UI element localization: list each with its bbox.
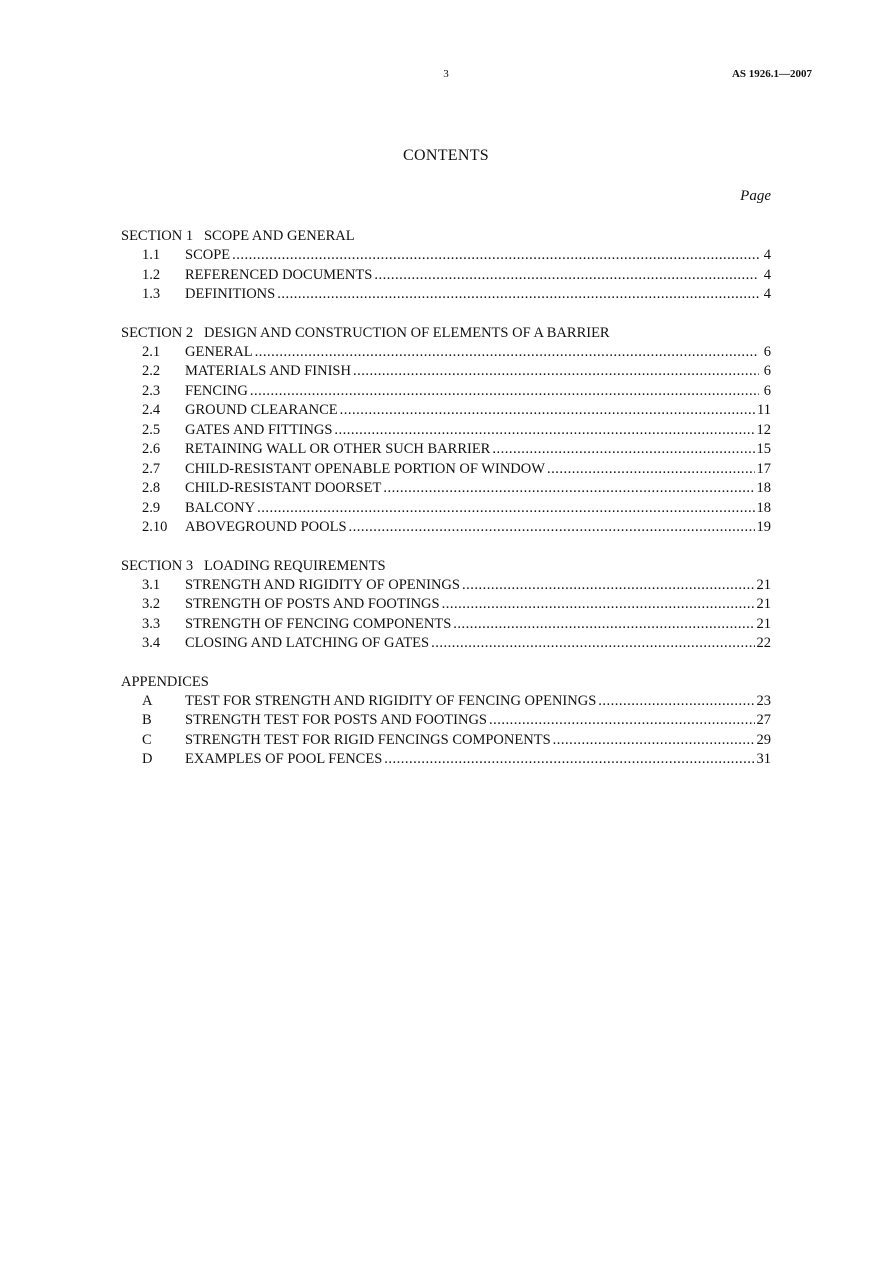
entry-number: A (142, 692, 153, 709)
page-number: 3 (443, 68, 449, 80)
entry-page-number: 19 (756, 519, 771, 535)
entry-page-number: 4 (763, 286, 771, 302)
dot-leader (232, 246, 759, 266)
entry-title: STRENGTH TEST FOR POSTS AND FOOTINGS (185, 712, 488, 728)
entry-number: 2.6 (142, 441, 161, 457)
entry-number: 2.4 (142, 402, 161, 418)
entry-title: CLOSING AND LATCHING OF GATES (185, 635, 430, 651)
toc-entry[interactable] (121, 731, 771, 751)
dot-leader (384, 750, 754, 770)
dot-leader (383, 479, 754, 499)
toc-entry[interactable] (121, 343, 771, 363)
dot-leader (374, 266, 759, 286)
dot-leader (353, 362, 759, 382)
toc-entry[interactable] (121, 711, 771, 731)
entry-title: RETAINING WALL OR OTHER SUCH BARRIER (185, 441, 491, 457)
entry-title: BALCONY (185, 499, 256, 516)
entry-title: EXAMPLES OF POOL FENCES (185, 751, 383, 767)
entry-number: 2.10 (142, 519, 168, 535)
dot-leader (257, 499, 754, 519)
entry-page-number: 22 (756, 635, 771, 651)
section-heading: SECTION 2 DESIGN AND CONSTRUCTION OF ELEMENTS OF A BARRIER (121, 324, 610, 341)
dot-leader (431, 634, 754, 654)
entry-number: 2.8 (142, 480, 161, 496)
entry-number: 2.1 (142, 343, 161, 360)
entry-number: 3.2 (142, 596, 161, 612)
toc-entry[interactable] (121, 692, 771, 712)
entry-title: FENCING (185, 382, 248, 399)
dot-leader (492, 440, 754, 460)
dot-leader (547, 460, 755, 480)
entry-number: 3.1 (142, 576, 161, 593)
toc-entry[interactable] (121, 421, 771, 441)
entry-number: D (142, 751, 153, 767)
document-code: AS 1926.1—2007 (731, 68, 812, 80)
entry-title: STRENGTH TEST FOR RIGID FENCINGS COMPONENTS (185, 731, 551, 748)
toc-entry[interactable] (121, 362, 771, 382)
entry-number: 1.1 (142, 247, 161, 263)
entry-number: 2.3 (142, 382, 161, 399)
entry-number: 3.4 (142, 635, 161, 651)
toc-entry[interactable] (121, 440, 771, 460)
entry-title: STRENGTH OF POSTS AND FOOTINGS (185, 596, 440, 612)
entry-number: C (142, 731, 152, 748)
dot-leader (334, 421, 754, 441)
entry-number: B (142, 712, 152, 728)
entry-title: GENERAL (185, 343, 253, 360)
entry-title: REFERENCED DOCUMENTS (185, 266, 373, 283)
toc-entry[interactable] (121, 246, 771, 266)
entry-number: 2.9 (142, 499, 161, 516)
entry-title: GROUND CLEARANCE (185, 402, 338, 418)
dot-leader (489, 711, 754, 731)
toc-entry[interactable] (121, 615, 771, 635)
entry-page-number: 23 (756, 692, 771, 709)
entry-page-number: 17 (756, 460, 771, 477)
toc-section (121, 323, 771, 538)
entry-title: MATERIALS AND FINISH (185, 363, 351, 379)
entry-page-number: 12 (756, 421, 771, 438)
toc-entry[interactable] (121, 266, 771, 286)
entry-title: STRENGTH OF FENCING COMPONENTS (185, 615, 452, 632)
section-heading: SECTION 1 SCOPE AND GENERAL (121, 228, 355, 244)
entry-number: 1.2 (142, 266, 161, 283)
entry-number: 2.5 (142, 421, 161, 438)
entry-page-number: 4 (763, 266, 771, 283)
entry-number: 2.2 (142, 363, 161, 379)
entry-number: 2.7 (142, 460, 161, 477)
entry-number: 1.3 (142, 286, 161, 302)
page-column-label: Page (740, 188, 771, 204)
entry-page-number: 6 (763, 382, 771, 399)
entry-page-number: 6 (763, 343, 771, 360)
dot-leader (462, 576, 755, 596)
entry-page-number: 18 (756, 499, 771, 516)
toc-section (121, 226, 771, 305)
entry-title: DEFINITIONS (185, 286, 276, 302)
entry-page-number: 18 (756, 480, 771, 496)
entry-page-number: 31 (756, 751, 771, 767)
entry-title: ABOVEGROUND POOLS (185, 519, 347, 535)
entry-page-number: 11 (757, 402, 771, 418)
entry-title: CHILD-RESISTANT OPENABLE PORTION OF WINDOW (185, 460, 545, 477)
entry-title: STRENGTH AND RIGIDITY OF OPENINGS (185, 576, 460, 593)
dot-leader (277, 285, 759, 305)
table-of-contents (121, 226, 771, 770)
entry-number: 3.3 (142, 615, 161, 632)
toc-entry[interactable] (121, 460, 771, 480)
toc-entry[interactable] (121, 750, 771, 770)
dot-leader (553, 731, 755, 751)
entry-page-number: 4 (763, 247, 771, 263)
dot-leader (250, 382, 759, 402)
toc-entry[interactable] (121, 285, 771, 305)
dot-leader (453, 615, 754, 635)
dot-leader (340, 401, 755, 421)
toc-entry[interactable] (121, 479, 771, 499)
toc-entry[interactable] (121, 576, 771, 596)
entry-title: GATES AND FITTINGS (185, 421, 333, 438)
entry-title: SCOPE (185, 247, 231, 263)
toc-entry[interactable] (121, 634, 771, 654)
dot-leader (442, 595, 755, 615)
dot-leader (598, 692, 754, 712)
dot-leader (349, 518, 755, 538)
section-heading: SECTION 3 LOADING REQUIREMENTS (121, 557, 386, 574)
entry-page-number: 6 (763, 363, 771, 379)
toc-entry[interactable] (121, 595, 771, 615)
entry-page-number: 29 (756, 731, 771, 748)
section-heading: APPENDICES (121, 673, 209, 690)
toc-entry[interactable] (121, 499, 771, 519)
entry-page-number: 21 (756, 615, 771, 632)
toc-section (121, 672, 771, 770)
entry-title: CHILD-RESISTANT DOORSET (185, 480, 382, 496)
toc-section (121, 556, 771, 654)
entry-page-number: 21 (756, 596, 771, 612)
entry-page-number: 27 (756, 712, 771, 728)
entry-page-number: 15 (756, 441, 771, 457)
toc-entry[interactable] (121, 518, 771, 538)
entry-title: TEST FOR STRENGTH AND RIGIDITY OF FENCING OPENINGS (185, 692, 597, 709)
toc-entry[interactable] (121, 401, 771, 421)
contents-title: CONTENTS (403, 147, 489, 164)
toc-entry[interactable] (121, 382, 771, 402)
entry-page-number: 21 (756, 576, 771, 593)
dot-leader (255, 343, 759, 363)
